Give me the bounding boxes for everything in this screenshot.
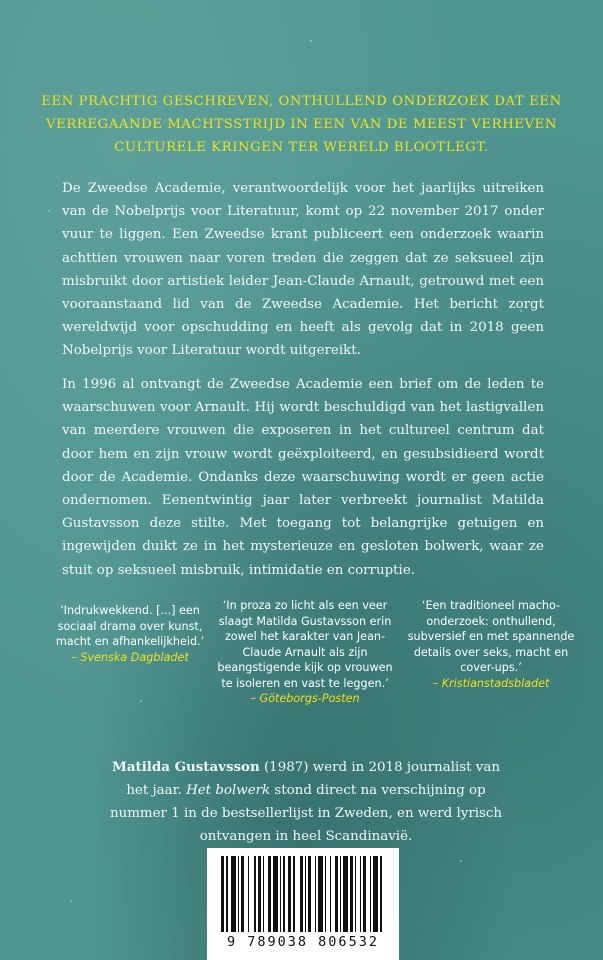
description-paragraph: De Zweedse Academie, verantwoordelijk voor het jaarlijks uitreiken van de Nobelprijs voor Literatuur, komt op 22 november 2017 onder vuur te liggen. Een Zweedse krant publiceert een onderzoek waarin achttien vrouwen naar voren treden die zeggen dat ze seksueel zijn misbruikt door artistiek leider Jean-Claude Arnault, getrouwd met een vooraanstaand lid van de Zweedse Academie. Het bericht zorgt wereldwijd voor opschudding en heeft als gevolg dat in 2018 geen Nobelprijs voor Literatuur wordt uitgereikt.	[62, 181, 544, 359]
author-bio-line: (1987) werd in 2018 journalist van het jaar.	[126, 760, 500, 798]
tagline: EEN PRACHTIG GESCHREVEN, ONTHULLEND ONDERZOEK DAT EEN VERREGAANDE MACHTSSTRIJD IN EEN VAN DE MEEST VERHEVEN CULTURELE KRINGEN TER WERELD BLOOTLEGT.	[41, 94, 562, 155]
quote-text: ‘In proza zo licht als een veer slaagt Matilda Gustavsson erin zowel het karakter van Jean-Claude Arnault als zijn beangstigende kijk op vrouwen te isoleren en vast te leggen.’	[217, 599, 393, 690]
isbn-barcode	[207, 848, 399, 960]
press-quote	[215, 598, 395, 707]
description-paragraph: In 1996 al ontvangt de Zweedse Academie een brief om de leden te waarschuwen voor Arnault. Hij wordt beschuldigd van het lastigvallen van meerdere vrouwen die exposeren in het cultureel centrum dat door hem en zijn vrouw wordt geëxploiteerd, en gesubsidieerd wordt door de Academie. Ondanks deze waarschuwing wordt er geen actie ondernomen. Eenentwintig jaar later verbreekt journalist Matilda Gustavsson deze stilte. Met toegang tot belangrijke getuigen en ingewijden duikt ze in het mysterieuze en gesloten bolwerk, waar ze stuit op seksueel misbruik, intimidatie en corruptie.	[62, 377, 544, 578]
quote-source: – Kristianstadsbladet	[432, 676, 550, 690]
texture-speck	[310, 40, 312, 42]
author-bio-line: stond direct na verschijning op nummer 1 in de bestsellerlijst in Zweden, en werd lyrisch ontvangen in heel Scandinavië.	[109, 783, 503, 844]
texture-speck	[460, 860, 462, 862]
press-quote	[46, 603, 214, 665]
texture-speck	[70, 900, 72, 902]
texture-speck	[140, 700, 142, 702]
press-quote	[402, 598, 580, 691]
quote-source: – Svenska Dagbladet	[71, 650, 189, 664]
texture-speck	[48, 210, 50, 212]
isbn-number: 9 789038 806532	[227, 934, 379, 950]
barcode-bar	[382, 856, 385, 932]
quote-source: – Göteborgs-Posten	[250, 692, 360, 705]
author-bio	[100, 756, 512, 848]
author-name: Matilda Gustavsson	[112, 759, 260, 775]
barcode-bars	[221, 856, 385, 932]
quote-text: ‘Indrukwekkend. [...] een sociaal drama over kunst, macht en afhankelijkheid.’	[55, 604, 205, 648]
book-title: Het bolwerk	[186, 783, 271, 798]
quote-text: ‘Een traditioneel macho-onderzoek: onthullend, subversief en met spannende details over seks, macht en cover-ups.’	[407, 599, 575, 674]
